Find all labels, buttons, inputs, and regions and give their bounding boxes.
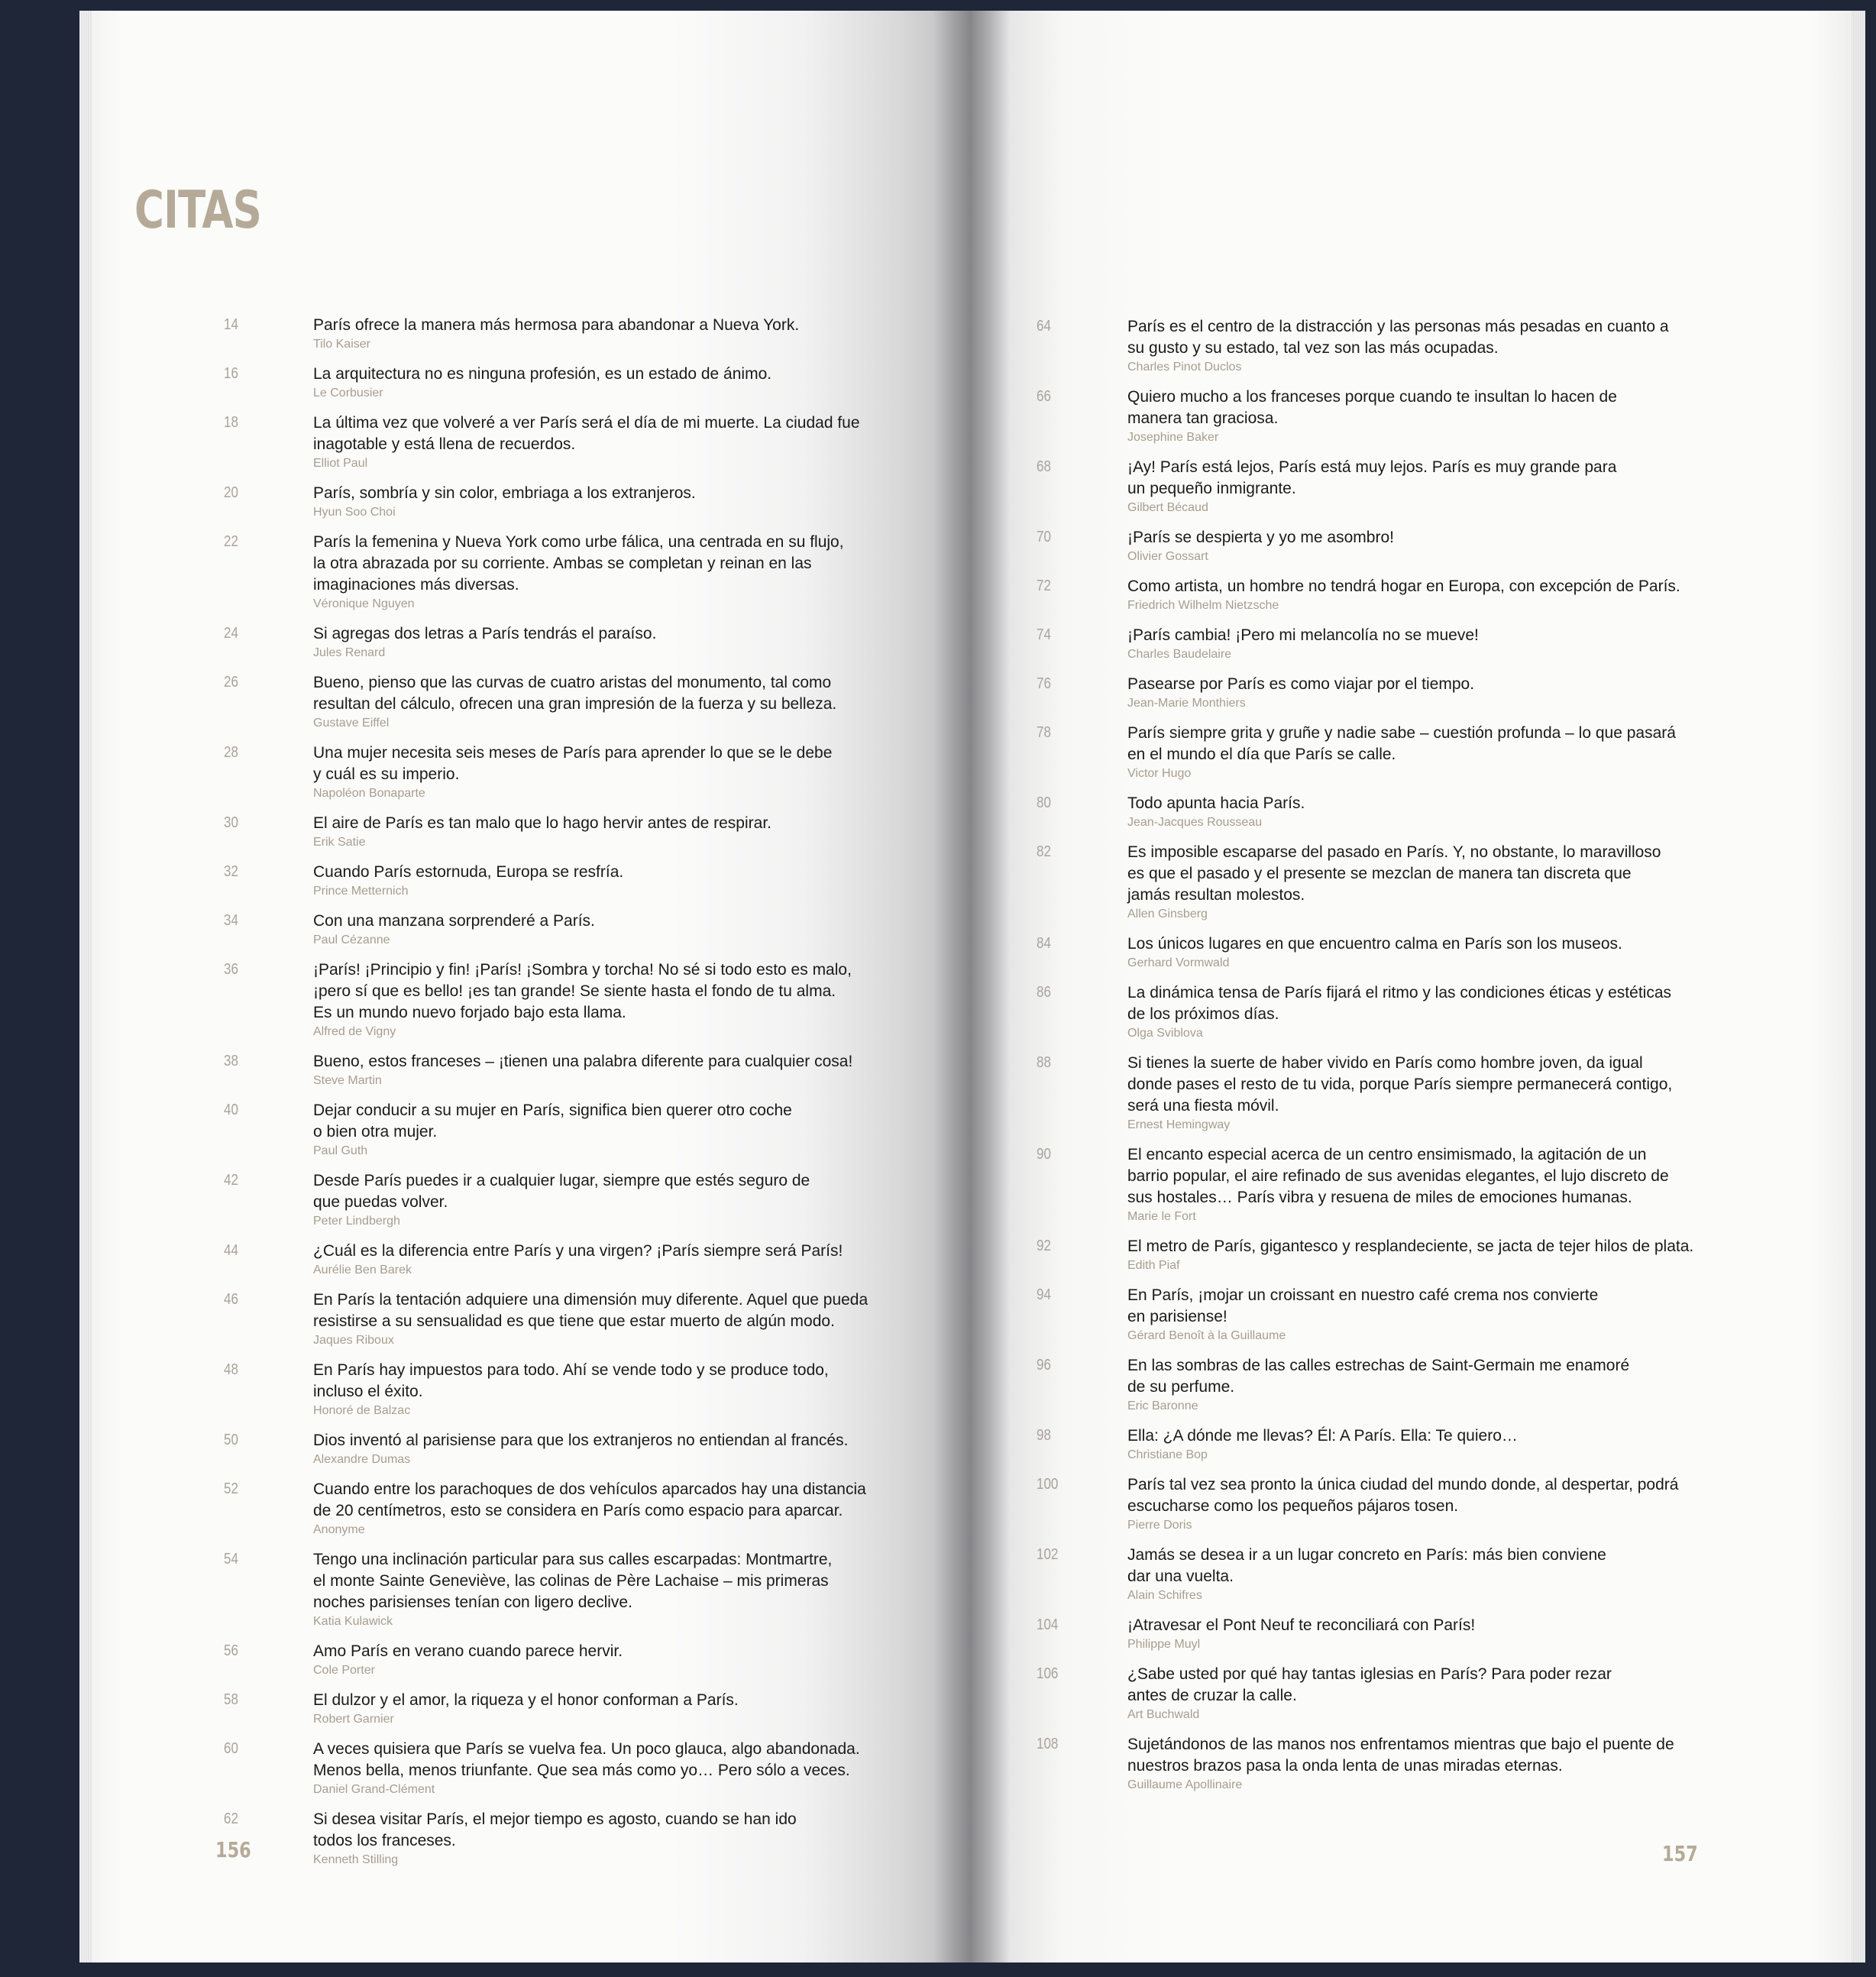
quote-page-ref: 14 <box>224 316 238 333</box>
quote-page-ref: 54 <box>224 1551 238 1568</box>
quote-author: Alfred de Vigny <box>313 1025 396 1038</box>
quote-page-ref: 74 <box>1037 626 1051 643</box>
quote-author: Aurélie Ben Barek <box>313 1264 412 1276</box>
quote-entry <box>131 813 879 851</box>
quote-text: ¿Sabe usted por qué hay tantas iglesias en París? Para poder rezar antes de cruzar la calle. <box>1127 1665 1612 1704</box>
quote-author: Tilo Kaiser <box>313 338 370 351</box>
quote-author: Erik Satie <box>313 836 366 849</box>
quote-page-ref: 26 <box>224 674 238 691</box>
quote-author: Hyun Soo Choi <box>313 506 396 519</box>
quote-page-ref: 18 <box>224 414 238 431</box>
quote-author: Véronique Nguyen <box>313 597 415 610</box>
quote-entry <box>131 1641 879 1679</box>
quote-author: Jean-Marie Monthiers <box>1127 697 1246 710</box>
quote-page-ref: 86 <box>1037 984 1051 1001</box>
quote-text: Pasearse por París es como viajar por el tiempo. <box>1127 675 1475 693</box>
quote-author: Friedrich Wilhelm Nietzsche <box>1127 599 1279 612</box>
left-page-edges <box>79 11 92 1962</box>
quote-page-ref: 108 <box>1037 1736 1059 1752</box>
quote-entry <box>131 364 879 402</box>
quote-author: Katia Kulawick <box>313 1615 393 1628</box>
quote-text: Bueno, pienso que las curvas de cuatro aristas del monumento, tal como resultan del cálculo, ofrecen una gran impresión de la fuerza y su belleza. <box>313 674 837 713</box>
quote-entry <box>1037 793 1709 831</box>
quote-entry <box>131 1360 879 1419</box>
quote-entry <box>131 532 879 613</box>
quote-text: ¿Cuál es la diferencia entre París y una virgen? ¡París siempre será París! <box>313 1242 843 1260</box>
quote-page-ref: 20 <box>224 484 238 501</box>
quote-text: ¡Ay! París está lejos, París está muy lejos. París es muy grande para un pequeño inmigrante. <box>1127 458 1617 497</box>
quote-author: Cole Porter <box>313 1664 375 1677</box>
quote-page-ref: 38 <box>224 1053 238 1069</box>
quote-entry <box>1037 982 1709 1042</box>
quote-entry <box>131 1739 879 1798</box>
quote-entry <box>1037 1285 1709 1344</box>
quote-author: Art Buchwald <box>1127 1708 1200 1721</box>
quote-page-ref: 84 <box>1037 935 1051 952</box>
quote-text: Como artista, un hombre no tendrá hogar en Europa, con excepción de París. <box>1127 578 1680 595</box>
quote-page-ref: 50 <box>224 1432 238 1448</box>
quote-page-ref: 64 <box>1037 318 1051 335</box>
quote-page-ref: 48 <box>224 1361 238 1378</box>
quote-text: Todo apunta hacia París. <box>1127 794 1305 812</box>
quote-page-ref: 96 <box>1037 1357 1051 1374</box>
quote-text: En París, ¡mojar un croissant en nuestro café crema nos convierte en parisiense! <box>1127 1286 1599 1325</box>
quote-text: ¡Atravesar el Pont Neuf te reconciliará con París! <box>1127 1616 1476 1634</box>
quote-entry <box>131 1051 879 1089</box>
quote-entry <box>1037 842 1709 923</box>
quote-author: Guillaume Apollinaire <box>1127 1778 1243 1791</box>
quote-author: Edith Piaf <box>1127 1259 1180 1272</box>
quote-author: Prince Metternich <box>313 885 409 898</box>
quote-text: París la femenina y Nueva York como urbe fálica, una centrada en su flujo, la otra abrazada por su corriente. Ambas se completan y reinan en las imaginaciones más diversas. <box>313 533 844 594</box>
quote-text: Los únicos lugares en que encuentro calma en París son los museos. <box>1127 935 1622 953</box>
quote-entry <box>1037 1474 1709 1534</box>
quote-entry <box>131 959 879 1040</box>
quote-entry <box>131 483 879 521</box>
quote-entry <box>131 743 879 802</box>
quote-page-ref: 34 <box>224 912 238 929</box>
quote-author: Elliot Paul <box>313 457 368 470</box>
quote-author: Paul Cézanne <box>313 933 390 946</box>
quote-entry <box>131 1690 879 1728</box>
quote-author: Philippe Muyl <box>1127 1638 1201 1651</box>
quote-text: El encanto especial acerca de un centro ensimismado, la agitación de un barrio popular, el aire refinado de sus avenidas elegantes, el lujo discreto de sus hostales… París vibra y resuena de miles de emociones humanas. <box>1127 1146 1669 1206</box>
quote-text: Sujetándonos de las manos nos enfrentamos mientras que bajo el puente de nuestros brazos pasa la onda lenta de unas miradas eternas. <box>1127 1736 1674 1775</box>
quote-entry <box>1037 1664 1709 1723</box>
quote-text: A veces quisiera que París se vuelva fea. Un poco glauca, algo abandonada. Menos bella, menos triunfante. Que sea más como yo… Pero sólo a veces. <box>313 1740 860 1779</box>
quote-entry <box>1037 1355 1709 1415</box>
quote-entry <box>1037 457 1709 516</box>
quote-author: Jaques Riboux <box>313 1334 394 1347</box>
quote-text: ¡París! ¡Principio y fin! ¡París! ¡Sombra y torcha! No sé si todo esto es malo, ¡pero sí que es bello! ¡es tan grande! Se siente hasta el fondo de tu alma. Es un mundo nuevo forjado bajo esta llama. <box>313 961 852 1021</box>
quote-author: Honoré de Balzac <box>313 1404 411 1417</box>
quote-entry <box>131 623 879 662</box>
quote-author: Kenneth Stilling <box>313 1853 399 1866</box>
quote-page-ref: 66 <box>1037 388 1051 405</box>
quote-entry <box>1037 1236 1709 1274</box>
quote-text: París ofrece la manera más hermosa para abandonar a Nueva York. <box>313 316 800 334</box>
quote-page-ref: 90 <box>1037 1146 1051 1163</box>
quote-text: ¡París se despierta y yo me asombro! <box>1127 529 1394 546</box>
quote-entry <box>131 1289 879 1349</box>
quote-author: Napoléon Bonaparte <box>313 787 425 800</box>
quote-page-ref: 32 <box>224 863 238 880</box>
quote-text: El dulzor y el amor, la riqueza y el honor conforman a París. <box>313 1691 739 1709</box>
quote-author: Robert Garnier <box>313 1713 394 1726</box>
quote-entry <box>1037 1734 1709 1794</box>
page-number-right: 157 <box>1662 1841 1698 1866</box>
quote-page-ref: 104 <box>1037 1616 1059 1633</box>
quote-entry <box>1037 674 1709 712</box>
left-quote-list <box>131 315 879 1879</box>
quote-author: Eric Baronne <box>1127 1399 1198 1412</box>
quote-text: En París hay impuestos para todo. Ahí se vende todo y se produce todo, incluso el éxito. <box>313 1361 829 1400</box>
quote-entry <box>131 672 879 732</box>
right-quote-list <box>1037 316 1709 1804</box>
quote-text: ¡París cambia! ¡Pero mi melancolía no se mueve! <box>1127 626 1479 644</box>
quote-page-ref: 94 <box>1037 1286 1051 1303</box>
quote-author: Daniel Grand-Clément <box>313 1783 435 1796</box>
quote-author: Charles Baudelaire <box>1127 648 1232 661</box>
quote-page-ref: 56 <box>224 1642 238 1659</box>
quote-page-ref: 52 <box>224 1480 238 1497</box>
quote-text: Si agregas dos letras a París tendrás el paraíso. <box>313 625 657 642</box>
quote-author: Peter Lindbergh <box>313 1215 400 1228</box>
quote-page-ref: 80 <box>1037 794 1051 811</box>
quote-page-ref: 82 <box>1037 843 1051 860</box>
quote-text: Es imposible escaparse del pasado en París. Y, no obstante, lo maravilloso es que el pasado y el presente se mezclan de manera tan discreta que jamás resultan molestos. <box>1127 843 1661 904</box>
quote-author: Marie le Fort <box>1127 1210 1196 1223</box>
quote-text: La arquitectura no es ninguna profesión, es un estado de ánimo. <box>313 365 772 383</box>
quote-text: Cuando entre los parachoques de dos vehículos aparcados hay una distancia de 20 centímetros, esto se considera en París como espacio para aparcar. <box>313 1480 866 1519</box>
quote-text: Con una manzana sorprenderé a París. <box>313 912 595 930</box>
quote-author: Jean-Jacques Rousseau <box>1127 816 1263 829</box>
quote-text: El metro de París, gigantesco y resplandeciente, se jacta de tejer hilos de plata. <box>1127 1238 1694 1255</box>
quote-text: París, sombría y sin color, embriaga a los extranjeros. <box>313 484 696 502</box>
quote-entry <box>131 315 879 353</box>
page-title: CITAS <box>134 180 262 241</box>
quote-author: Olga Sviblova <box>1127 1027 1203 1040</box>
book-gutter <box>933 11 1010 1962</box>
quote-author: Gustave Eiffel <box>313 717 390 730</box>
quote-entry <box>1037 387 1709 446</box>
quote-page-ref: 46 <box>224 1291 238 1308</box>
quote-entry <box>131 1170 879 1230</box>
quote-entry <box>131 1430 879 1468</box>
quote-author: Le Corbusier <box>313 387 383 400</box>
quote-author: Alain Schifres <box>1127 1589 1202 1602</box>
quote-author: Olivier Gossart <box>1127 550 1208 563</box>
quote-entry <box>1037 1545 1709 1604</box>
quote-text: Bueno, estos franceses – ¡tienen una palabra diferente para cualquier cosa! <box>313 1053 853 1070</box>
quote-author: Pierre Doris <box>1127 1519 1192 1532</box>
quote-author: Alexandre Dumas <box>313 1453 411 1466</box>
quote-page-ref: 76 <box>1037 675 1051 692</box>
quote-page-ref: 16 <box>224 365 238 382</box>
quote-text: París es el centro de la distracción y las personas más pesadas en cuanto a su gusto y su estado, tal vez son las más ocupadas. <box>1127 318 1669 357</box>
quote-text: Jamás se desea ir a un lugar concreto en París: más bien conviene dar una vuelta. <box>1127 1546 1606 1585</box>
quote-text: Tengo una inclinación particular para sus calles escarpadas: Montmartre, el monte Sainte Geneviève, las colinas de Père Lachaise – mis primeras noches parisienses tenían con ligero declive. <box>313 1551 833 1611</box>
quote-page-ref: 88 <box>1037 1054 1051 1071</box>
quote-entry <box>131 1549 879 1630</box>
quote-author: Josephine Baker <box>1127 431 1219 444</box>
quote-entry <box>1037 625 1709 663</box>
quote-entry <box>131 862 879 900</box>
page-number-left: 156 <box>215 1837 251 1862</box>
quote-page-ref: 40 <box>224 1102 238 1118</box>
quote-entry <box>1037 1425 1709 1464</box>
quote-text: La última vez que volveré a ver París será el día de mi muerte. La ciudad fue inagotable y está llena de recuerdos. <box>313 414 860 453</box>
quote-page-ref: 72 <box>1037 578 1051 594</box>
quote-author: Gerhard Vormwald <box>1127 956 1230 969</box>
quote-text: Amo París en verano cuando parece hervir. <box>313 1642 623 1660</box>
quote-author: Christiane Bop <box>1127 1448 1208 1461</box>
quote-page-ref: 58 <box>224 1691 238 1708</box>
quote-text: Si tienes la suerte de haber vivido en París como hombre joven, da igual donde pases el resto de tu vida, porque París siempre permanecerá contigo, será una fiesta móvil. <box>1127 1054 1673 1115</box>
quote-text: Dios inventó al parisiense para que los extranjeros no entiendan al francés. <box>313 1432 849 1449</box>
quote-page-ref: 98 <box>1037 1427 1051 1444</box>
quote-entry <box>1037 576 1709 614</box>
quote-page-ref: 60 <box>224 1740 238 1757</box>
quote-entry <box>1037 1615 1709 1653</box>
quote-text: Dejar conducir a su mujer en París, significa bien querer otro coche o bien otra mujer. <box>313 1102 792 1141</box>
quote-author: Ernest Hemingway <box>1127 1118 1231 1131</box>
quote-page-ref: 28 <box>224 744 238 761</box>
quote-entry <box>1037 316 1709 376</box>
quote-author: Steve Martin <box>313 1074 382 1087</box>
quote-text: Cuando París estornuda, Europa se resfría. <box>313 863 624 881</box>
quote-text: Ella: ¿A dónde me llevas? Él: A París. Ella: Te quiero… <box>1127 1427 1518 1445</box>
quote-text: París tal vez sea pronto la única ciudad del mundo donde, al despertar, podrá escucharse como los pequeños pájaros tosen. <box>1127 1476 1679 1515</box>
quote-author: Jules Renard <box>313 646 386 659</box>
quote-author: Allen Ginsberg <box>1127 908 1208 921</box>
quote-text: En París la tentación adquiere una dimensión muy diferente. Aquel que pueda resistirse a su sensualidad es que tiene que estar muerto de algún modo. <box>313 1291 868 1330</box>
quote-text: Una mujer necesita seis meses de París para aprender lo que se le debe y cuál es su imperio. <box>313 744 833 783</box>
quote-entry <box>131 1100 879 1160</box>
quote-entry <box>1037 723 1709 782</box>
quote-author: Victor Hugo <box>1127 767 1192 780</box>
quote-page-ref: 92 <box>1037 1238 1051 1254</box>
quote-page-ref: 62 <box>224 1810 238 1827</box>
quote-entry <box>1037 527 1709 565</box>
quote-author: Charles Pinot Duclos <box>1127 361 1242 374</box>
quote-entry <box>131 911 879 949</box>
quote-text: El aire de París es tan malo que lo hago hervir antes de respirar. <box>313 814 771 832</box>
quote-page-ref: 70 <box>1037 529 1051 545</box>
quote-page-ref: 24 <box>224 625 238 642</box>
quote-page-ref: 22 <box>224 533 238 550</box>
quote-text: París siempre grita y gruñe y nadie sabe – cuestión profunda – lo que pasará en el mundo el día que París se calle. <box>1127 724 1676 763</box>
quote-page-ref: 78 <box>1037 724 1051 741</box>
quote-author: Anonyme <box>313 1523 365 1536</box>
quote-entry <box>1037 933 1709 972</box>
quote-text: Quiero mucho a los franceses porque cuando te insultan lo hacen de manera tan graciosa. <box>1127 388 1617 427</box>
quote-page-ref: 44 <box>224 1242 238 1259</box>
quote-entry <box>131 413 879 472</box>
quote-text: Si desea visitar París, el mejor tiempo es agosto, cuando se han ido todos los franceses. <box>313 1810 797 1849</box>
quote-text: La dinámica tensa de París fijará el ritmo y las condiciones éticas y estéticas de los próximos días. <box>1127 984 1672 1023</box>
quote-page-ref: 106 <box>1037 1665 1059 1682</box>
quote-entry <box>131 1479 879 1539</box>
quote-page-ref: 102 <box>1037 1546 1059 1563</box>
quote-page-ref: 42 <box>224 1172 238 1189</box>
quote-author: Gilbert Bécaud <box>1127 501 1208 514</box>
quote-page-ref: 36 <box>224 961 238 978</box>
quote-page-ref: 100 <box>1037 1476 1059 1493</box>
quote-page-ref: 30 <box>224 814 238 831</box>
quote-text: Desde París puedes ir a cualquier lugar, siempre que estés seguro de que puedas volver. <box>313 1172 810 1211</box>
quote-author: Paul Guth <box>313 1144 368 1157</box>
right-page-edges <box>1852 11 1865 1962</box>
quote-entry <box>131 1241 879 1279</box>
quote-author: Gérard Benoît à la Guillaume <box>1127 1329 1286 1342</box>
quote-entry <box>1037 1053 1709 1134</box>
quote-page-ref: 68 <box>1037 458 1051 475</box>
quote-text: En las sombras de las calles estrechas de Saint-Germain me enamoré de su perfume. <box>1127 1357 1630 1396</box>
quote-entry <box>1037 1144 1709 1225</box>
